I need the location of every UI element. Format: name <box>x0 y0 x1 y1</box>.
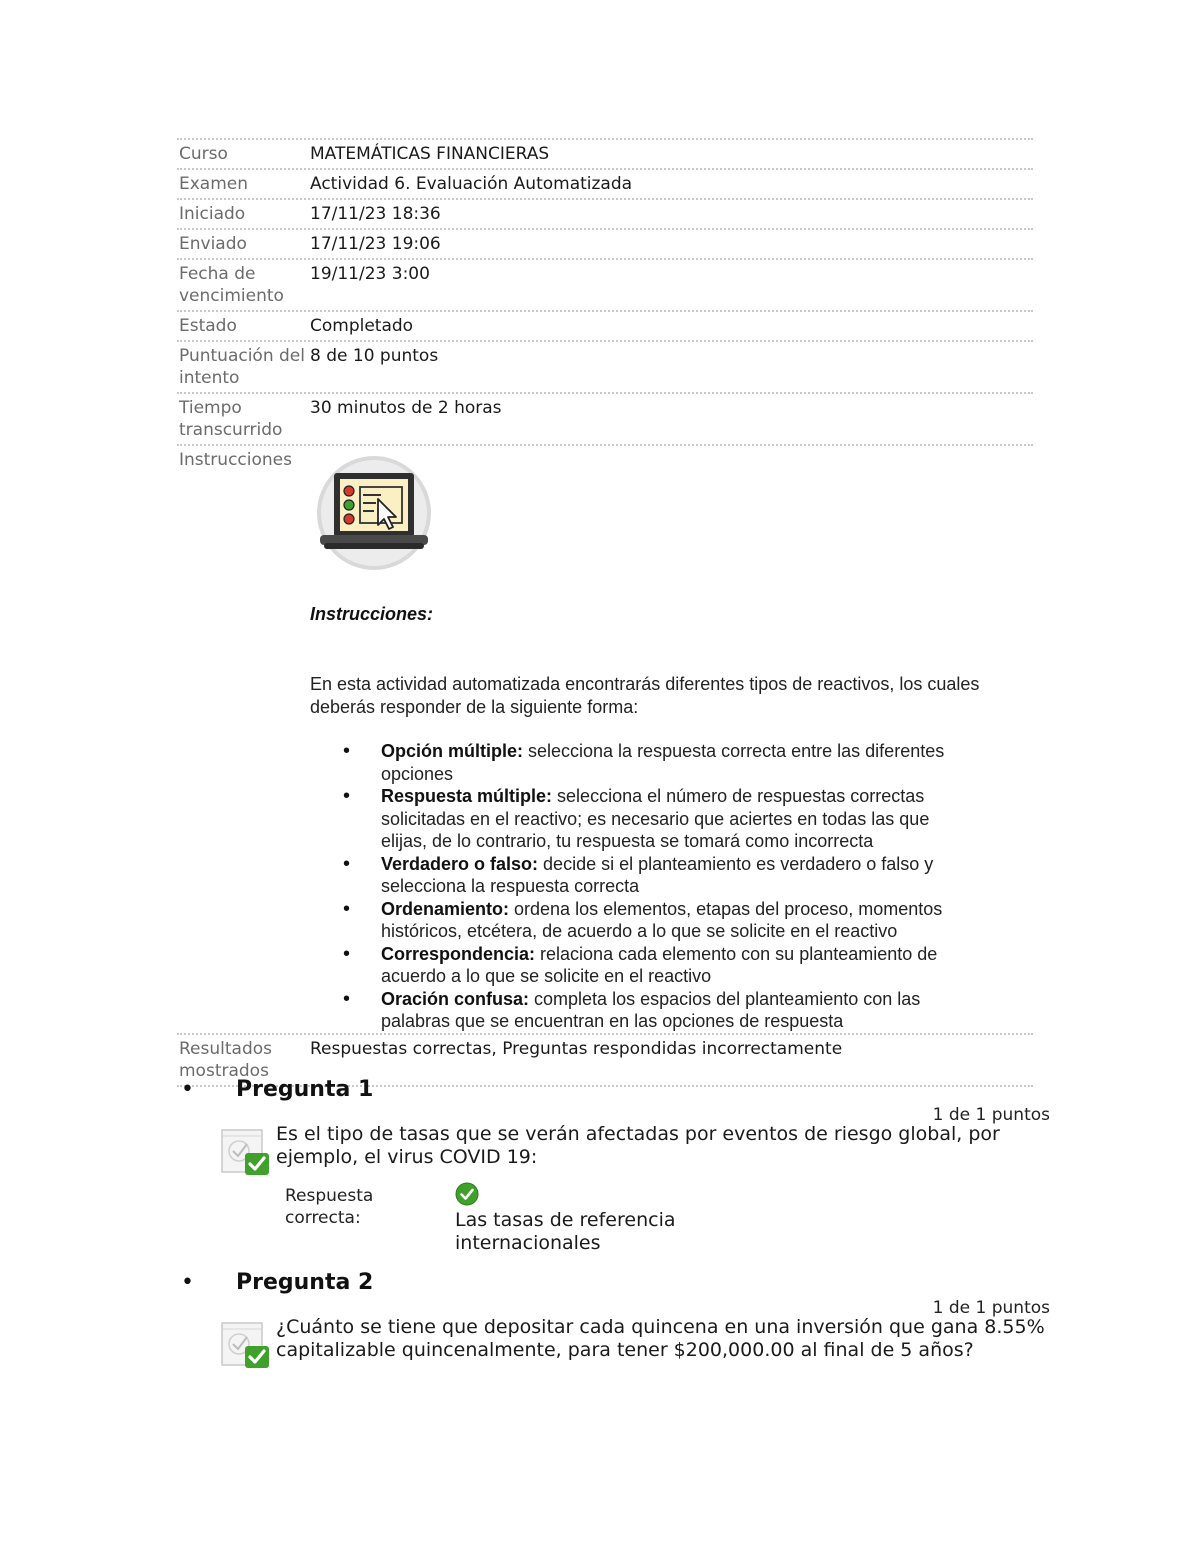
laptop-instructions-icon <box>316 455 436 575</box>
item-term: Respuesta múltiple: <box>381 786 553 806</box>
question-1 <box>177 1073 1052 1263</box>
label-estado: Estado <box>179 316 237 336</box>
label-iniciado: Iniciado <box>179 204 246 224</box>
value-iniciado: 17/11/23 18:36 <box>310 204 441 224</box>
value-resultados: Respuestas correctas, Preguntas respondidas incorrectamente <box>310 1038 843 1059</box>
row-curso <box>177 138 1033 168</box>
row-vencimiento <box>177 258 1033 310</box>
correct-check-icon <box>455 1182 479 1206</box>
instructions-title: Instrucciones: <box>310 604 434 624</box>
list-item <box>310 740 950 785</box>
row-enviado <box>177 228 1033 258</box>
question-header <box>177 1266 1052 1318</box>
question-title: Pregunta 2 <box>236 1270 374 1295</box>
correct-question-icon <box>221 1320 273 1370</box>
question-header <box>177 1073 1052 1125</box>
value-curso: MATEMÁTICAS FINANCIERAS <box>310 144 550 164</box>
question-2 <box>177 1266 1052 1396</box>
label-vencimiento: Fecha de vencimiento <box>179 264 284 306</box>
question-points: 1 de 1 puntos <box>932 1298 1050 1318</box>
label-puntuacion: Puntuación del intento <box>179 346 305 388</box>
item-desc: ordena los elementos, etapas del proceso, momentos históricos, etcétera, de acuerdo a lo que se solicite en el reactivo <box>381 898 943 941</box>
value-estado: Completado <box>310 316 414 336</box>
row-instrucciones <box>177 444 1033 1033</box>
list-item <box>310 943 950 988</box>
question-title: Pregunta 1 <box>236 1077 374 1102</box>
row-puntuacion <box>177 340 1033 392</box>
label-tiempo: Tiempo transcurrido <box>179 398 283 440</box>
value-tiempo: 30 minutos de 2 horas <box>310 398 502 418</box>
label-resultados: Resultados mostrados <box>179 1038 272 1081</box>
label-examen: Examen <box>179 174 249 194</box>
label-enviado: Enviado <box>179 234 247 254</box>
label-instrucciones: Instrucciones <box>179 450 292 470</box>
label-curso: Curso <box>179 144 228 164</box>
item-term: Verdadero o falso: <box>381 853 539 874</box>
answer-label: Respuesta correcta: <box>285 1186 374 1228</box>
attempt-summary-table <box>177 138 1033 1087</box>
item-desc: completa los espacios del planteamiento con las palabras que se encuentran en las opciones de respuesta <box>381 988 921 1031</box>
question-points: 1 de 1 puntos <box>932 1105 1050 1125</box>
list-item <box>310 898 950 943</box>
item-desc: relaciona cada elemento con su planteamiento de acuerdo a lo que se solicite en el reactivo <box>381 943 938 986</box>
item-term: Correspondencia: <box>381 943 536 964</box>
question-text: Es el tipo de tasas que se verán afectadas por eventos de riesgo global, por ejemplo, el virus COVID 19: <box>276 1123 1000 1168</box>
list-item <box>310 853 950 898</box>
value-puntuacion: 8 de 10 puntos <box>310 346 439 366</box>
item-term: Ordenamiento: <box>381 898 510 919</box>
row-estado <box>177 310 1033 340</box>
list-item <box>310 785 950 853</box>
list-item <box>310 988 950 1033</box>
item-term: Opción múltiple: <box>381 741 523 761</box>
correct-question-icon <box>221 1127 273 1177</box>
bullet-icon: • <box>181 1270 194 1295</box>
row-tiempo <box>177 392 1033 444</box>
item-desc: selecciona la respuesta correcta entre las diferentes opciones <box>381 741 945 784</box>
value-enviado: 17/11/23 19:06 <box>310 234 441 254</box>
instructions-content <box>310 449 1033 1033</box>
answer-text: Las tasas de referencia internacionales <box>455 1209 676 1254</box>
row-iniciado <box>177 198 1033 228</box>
value-examen: Actividad 6. Evaluación Automatizada <box>310 174 633 194</box>
instructions-intro: En esta actividad automatizada encontrarás diferentes tipos de reactivos, los cuales deberás responder de la siguiente forma: <box>310 674 980 717</box>
item-desc: selecciona el número de respuestas correctas solicitadas en el reactivo; es necesario que aciertes en todas las que elijas, de lo contrario, tu respuesta se tomará como incorrecta <box>381 786 930 851</box>
instructions-list <box>310 740 950 1033</box>
row-examen <box>177 168 1033 198</box>
item-term: Oración confusa: <box>381 988 530 1009</box>
bullet-icon: • <box>181 1077 194 1102</box>
question-text: ¿Cuánto se tiene que depositar cada quincena en una inversión que gana 8.55% capitalizable quincenalmente, para tener $200,000.00 al final de 5 años? <box>276 1316 1045 1361</box>
value-vencimiento: 19/11/23 3:00 <box>310 264 430 284</box>
item-desc: decide si el planteamiento es verdadero o falso y selecciona la respuesta correcta <box>381 853 934 896</box>
